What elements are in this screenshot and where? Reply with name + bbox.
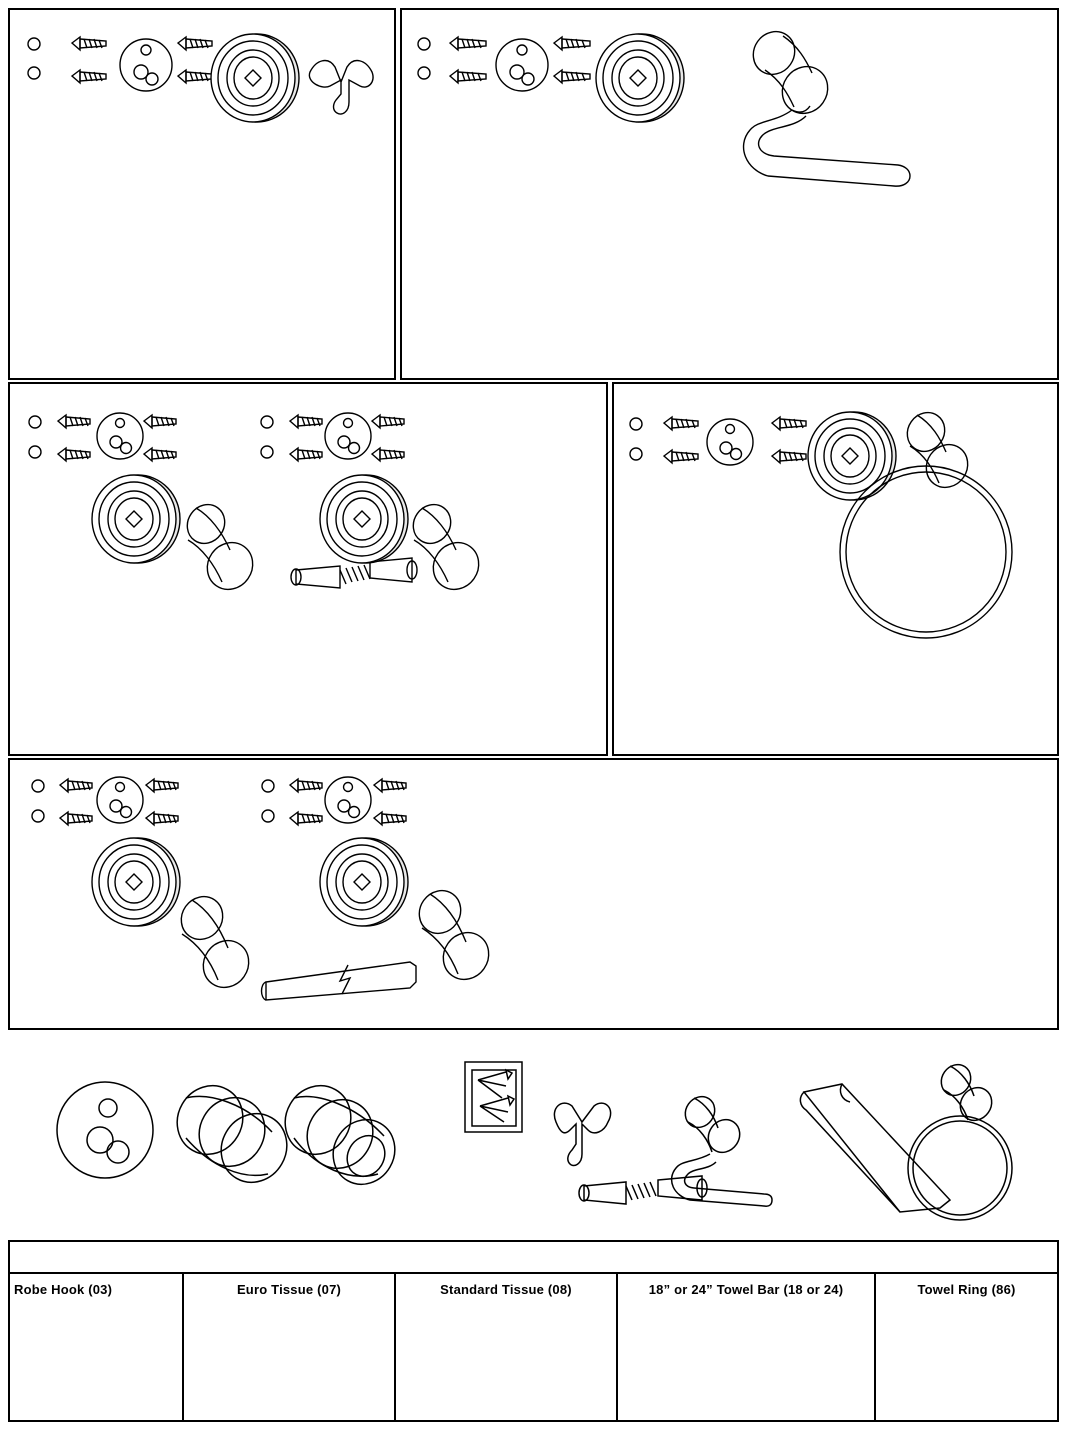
panel-robe-hook xyxy=(8,8,396,380)
escutcheon-post-icon xyxy=(320,838,408,926)
mounting-plate-icon xyxy=(325,413,371,459)
screw-icon xyxy=(290,448,322,461)
towel-bar-icon xyxy=(262,962,417,1000)
legend-cell-towel-bar xyxy=(618,1274,876,1422)
post-arm-icon xyxy=(406,497,488,598)
anchor-icon xyxy=(28,67,40,79)
anchor-icon xyxy=(630,418,642,430)
towel-bar-icon xyxy=(800,1084,950,1212)
mounting-plate-icon xyxy=(496,39,548,91)
hardware-packet-icon xyxy=(465,1062,522,1132)
screw-icon xyxy=(374,812,406,825)
post-arm-icon xyxy=(411,883,498,989)
escutcheon-post-icon xyxy=(92,838,180,926)
legend-label-towel-ring: Towel Ring (86) xyxy=(917,1282,1016,1297)
mounting-plate-icon xyxy=(97,413,143,459)
anchor-icon xyxy=(28,38,40,50)
screw-icon xyxy=(664,450,698,463)
panel-euro-tissue xyxy=(400,8,1059,380)
screw-icon xyxy=(72,70,106,83)
post-arm-icon xyxy=(180,497,262,598)
anchor-icon xyxy=(32,810,44,822)
escutcheon-post-icon xyxy=(211,34,299,122)
screw-icon xyxy=(178,37,212,50)
panel-standard-tissue xyxy=(8,382,608,756)
screw-icon xyxy=(144,415,176,428)
screw-icon xyxy=(60,812,92,825)
legend-cell-towel-ring xyxy=(876,1274,1057,1422)
anchor-icon xyxy=(261,446,273,458)
screw-icon xyxy=(372,448,404,461)
screw-icon xyxy=(374,779,406,792)
legend-header-row xyxy=(10,1242,1057,1274)
screw-icon xyxy=(554,37,590,50)
screw-icon xyxy=(72,37,106,50)
screw-icon xyxy=(450,37,486,50)
mounting-plate-icon xyxy=(120,39,172,91)
mounting-plate-icon xyxy=(325,777,371,823)
panel-towel-bar xyxy=(8,758,1059,1030)
screw-icon xyxy=(664,417,698,430)
panel-towel-ring xyxy=(612,382,1059,756)
legend-cell-standard-tissue xyxy=(396,1274,618,1422)
screw-icon xyxy=(146,779,178,792)
screw-icon xyxy=(290,779,322,792)
legend-label-towel-bar: 18” or 24” Towel Bar (18 or 24) xyxy=(648,1282,844,1297)
anchor-icon xyxy=(29,446,41,458)
screw-icon xyxy=(178,70,212,83)
escutcheon-post-icon xyxy=(320,475,408,563)
escutcheon-post-icon xyxy=(808,412,896,500)
legend-label-euro-tissue: Euro Tissue (07) xyxy=(236,1282,342,1297)
escutcheon-post-pair-left-icon xyxy=(165,1074,299,1195)
euro-tissue-holder-icon xyxy=(672,1091,772,1206)
legend-columns xyxy=(10,1274,1057,1422)
legend-cell-euro-tissue xyxy=(184,1274,396,1422)
legend-label-standard-tissue: Standard Tissue (08) xyxy=(440,1282,572,1297)
escutcheon-post-icon xyxy=(92,475,180,563)
screw-icon xyxy=(58,448,90,461)
parts-strip xyxy=(10,1040,1057,1225)
screw-icon xyxy=(58,415,90,428)
escutcheon-post-pair-right-icon xyxy=(273,1074,407,1196)
screw-icon xyxy=(554,70,590,83)
anchor-icon xyxy=(262,810,274,822)
mounting-plate-icon xyxy=(57,1082,153,1178)
towel-ring-icon xyxy=(908,1059,1012,1220)
mounting-plate-icon xyxy=(97,777,143,823)
screw-icon xyxy=(772,450,806,463)
anchor-icon xyxy=(630,448,642,460)
legend-label-robe-hook: Robe Hook (03) xyxy=(14,1282,113,1297)
robe-hook-icon xyxy=(309,61,373,114)
anchor-icon xyxy=(262,780,274,792)
screw-icon xyxy=(772,417,806,430)
robe-hook-icon xyxy=(554,1103,610,1165)
escutcheon-post-icon xyxy=(596,34,684,122)
anchor-icon xyxy=(418,38,430,50)
screw-icon xyxy=(290,415,322,428)
anchor-icon xyxy=(32,780,44,792)
screw-icon xyxy=(146,812,178,825)
euro-tissue-holder-icon xyxy=(744,24,910,187)
legend-cell-robe-hook xyxy=(10,1274,184,1422)
anchor-icon xyxy=(29,416,41,428)
anchor-icon xyxy=(418,67,430,79)
screw-icon xyxy=(60,779,92,792)
anchor-icon xyxy=(261,416,273,428)
legend-table xyxy=(8,1240,1059,1422)
mounting-plate-icon xyxy=(707,419,753,465)
screw-icon xyxy=(372,415,404,428)
screw-icon xyxy=(144,448,176,461)
screw-icon xyxy=(290,812,322,825)
post-arm-icon xyxy=(173,889,258,997)
screw-icon xyxy=(450,70,486,83)
